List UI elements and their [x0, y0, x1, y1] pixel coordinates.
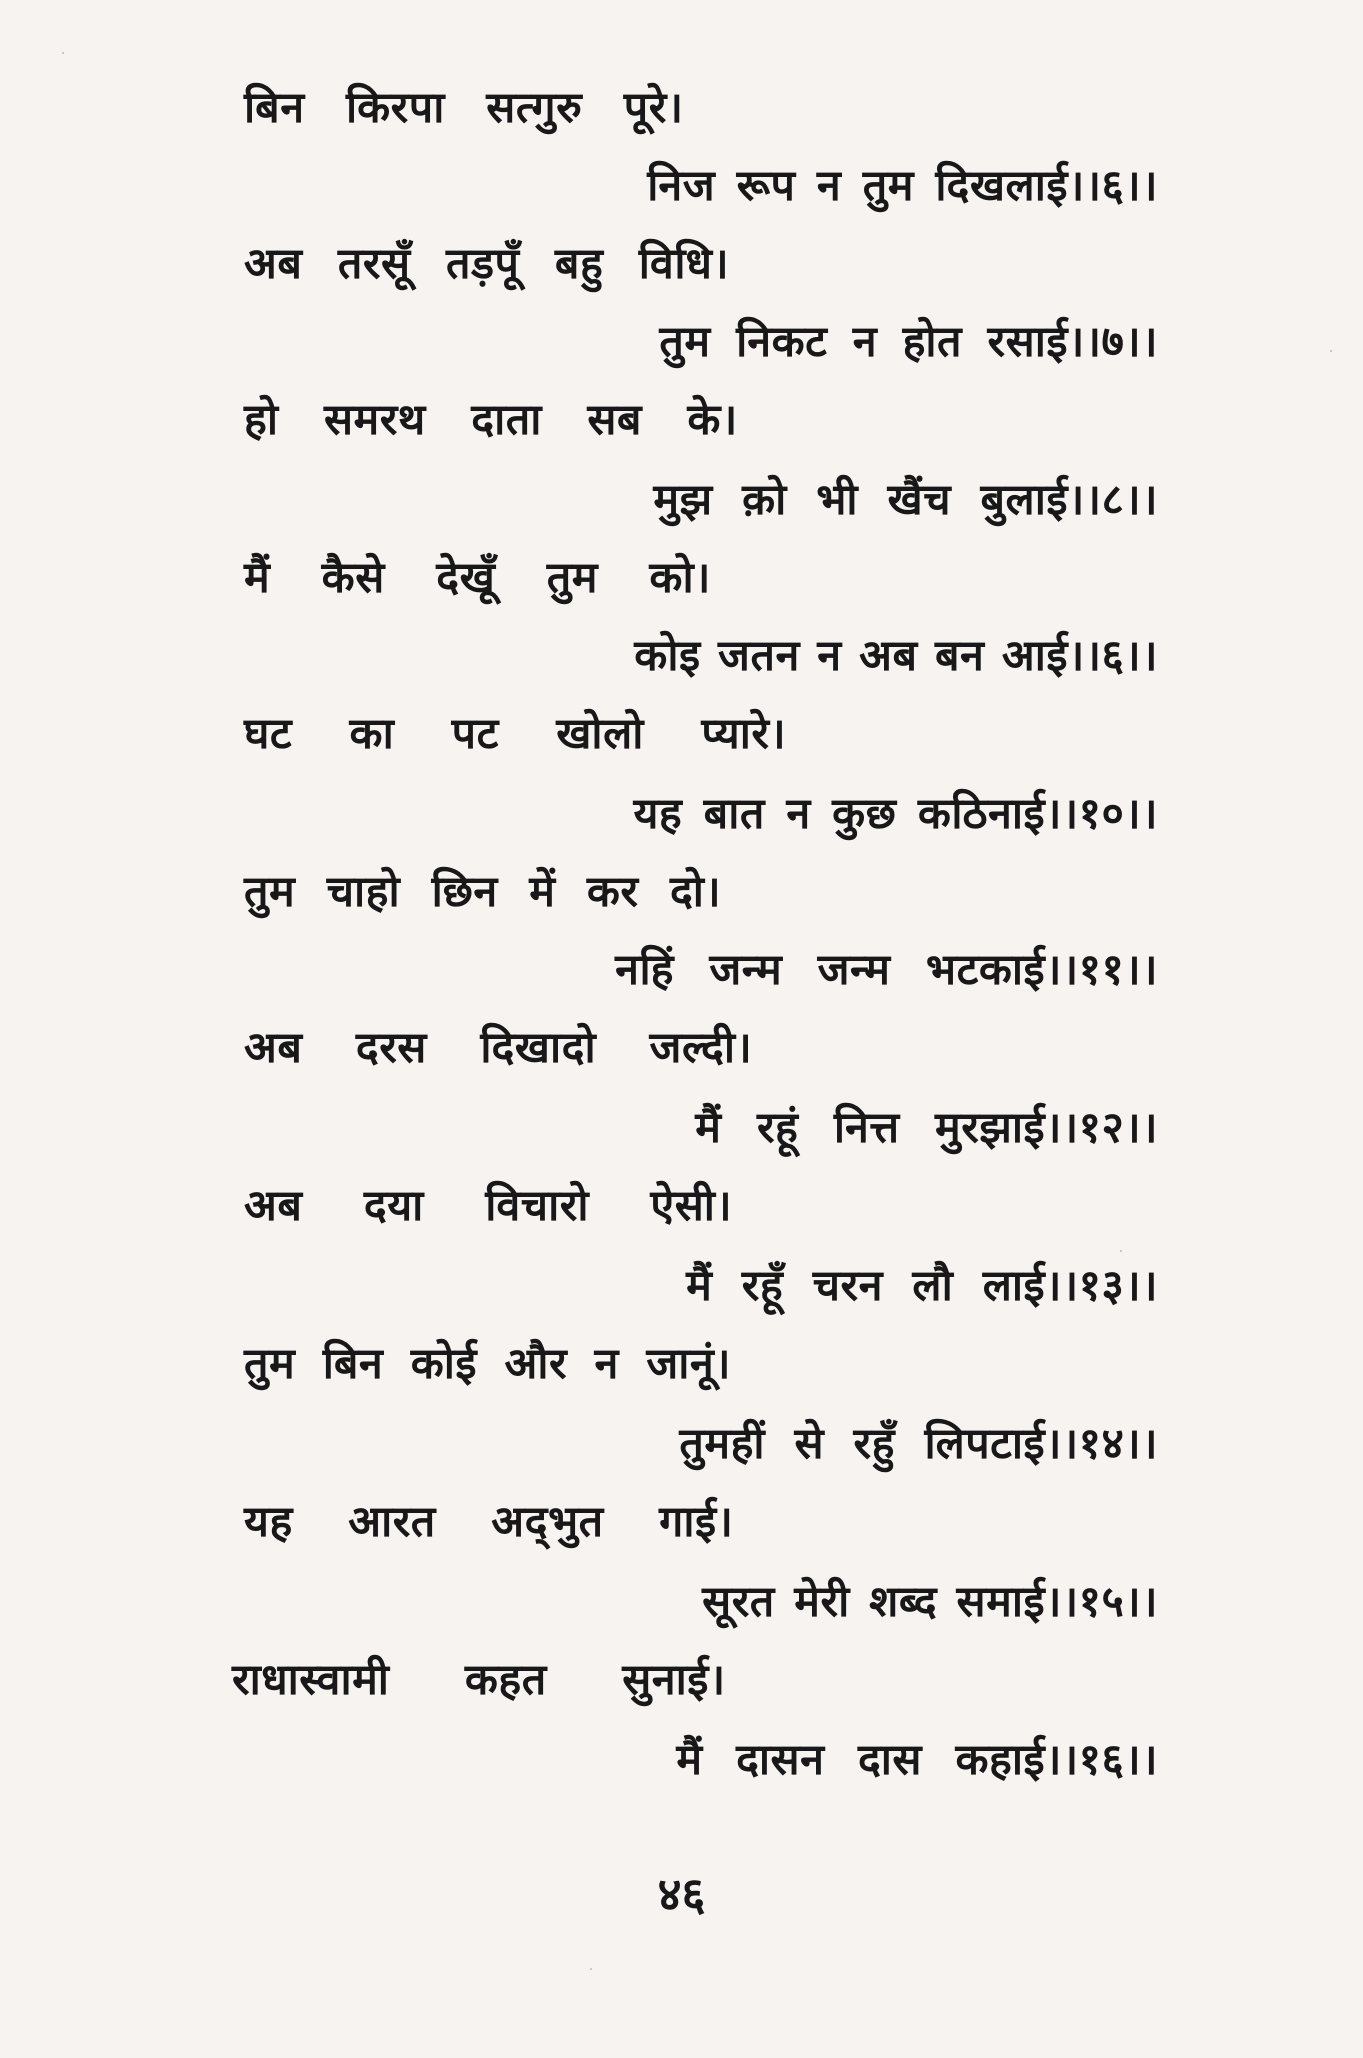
verse-line: राधास्वामी कहत सुनाई। — [232, 1655, 726, 1705]
verse-line: अब तरसूँ तड़पूँ बहु विधि। — [244, 239, 730, 289]
paper-speck — [1120, 1250, 1122, 1252]
verse-line: कोइ जतन न अब बन आई।।६।। — [634, 631, 1158, 681]
paper-speck — [590, 1968, 592, 1970]
verse-line: मुझ क़ो भी खैंच बुलाई।।८।। — [653, 475, 1158, 525]
verse-line: मैं रहूं नित्त मुरझाई।।१२।। — [695, 1103, 1158, 1153]
verse-line: घट का पट खोलो प्यारे। — [244, 709, 787, 759]
verse-line: मैं दासन दास कहाई।।१६।। — [676, 1735, 1158, 1785]
verse-line: तुम चाहो छिन में कर दो। — [244, 867, 722, 917]
paper-speck — [1330, 350, 1332, 352]
paper-speck — [62, 52, 64, 54]
verse-line: तुमहीं से रहुँ लिपटाई।।१४।। — [679, 1419, 1158, 1469]
verse-line: निज रूप न तुम दिखलाई।।६।। — [647, 161, 1158, 211]
verse-line: तुम बिन कोई और न जानूं। — [244, 1339, 732, 1389]
page-number: ४६ — [657, 1867, 706, 1921]
verse-line: मैं कैसे देखूँ तुम को। — [244, 553, 711, 603]
verse-line: यह बात न कुछ कठिनाई।।१०।। — [633, 789, 1158, 839]
verse-line: तुम निकट न होत रसाई।।७।। — [659, 317, 1158, 367]
verse-line: मैं रहूँ चरन लौ लाई।।१३।। — [686, 1261, 1158, 1311]
verse-line: सूरत मेरी शब्द समाई।।१५।। — [702, 1577, 1158, 1627]
verse-line: हो समरथ दाता सब के। — [244, 395, 738, 445]
verse-line: बिन किरपा सत्गुरु पूरे। — [244, 83, 684, 133]
verse-line: अब दरस दिखादो जल्दी। — [244, 1023, 753, 1073]
verse-line: यह आरत अद्‌भुत गाई। — [244, 1497, 734, 1547]
verse-line: अब दया विचारो ऐसी। — [244, 1181, 733, 1231]
verse-line: नहिं जन्म जन्म भटकाई।।११।। — [615, 945, 1158, 995]
